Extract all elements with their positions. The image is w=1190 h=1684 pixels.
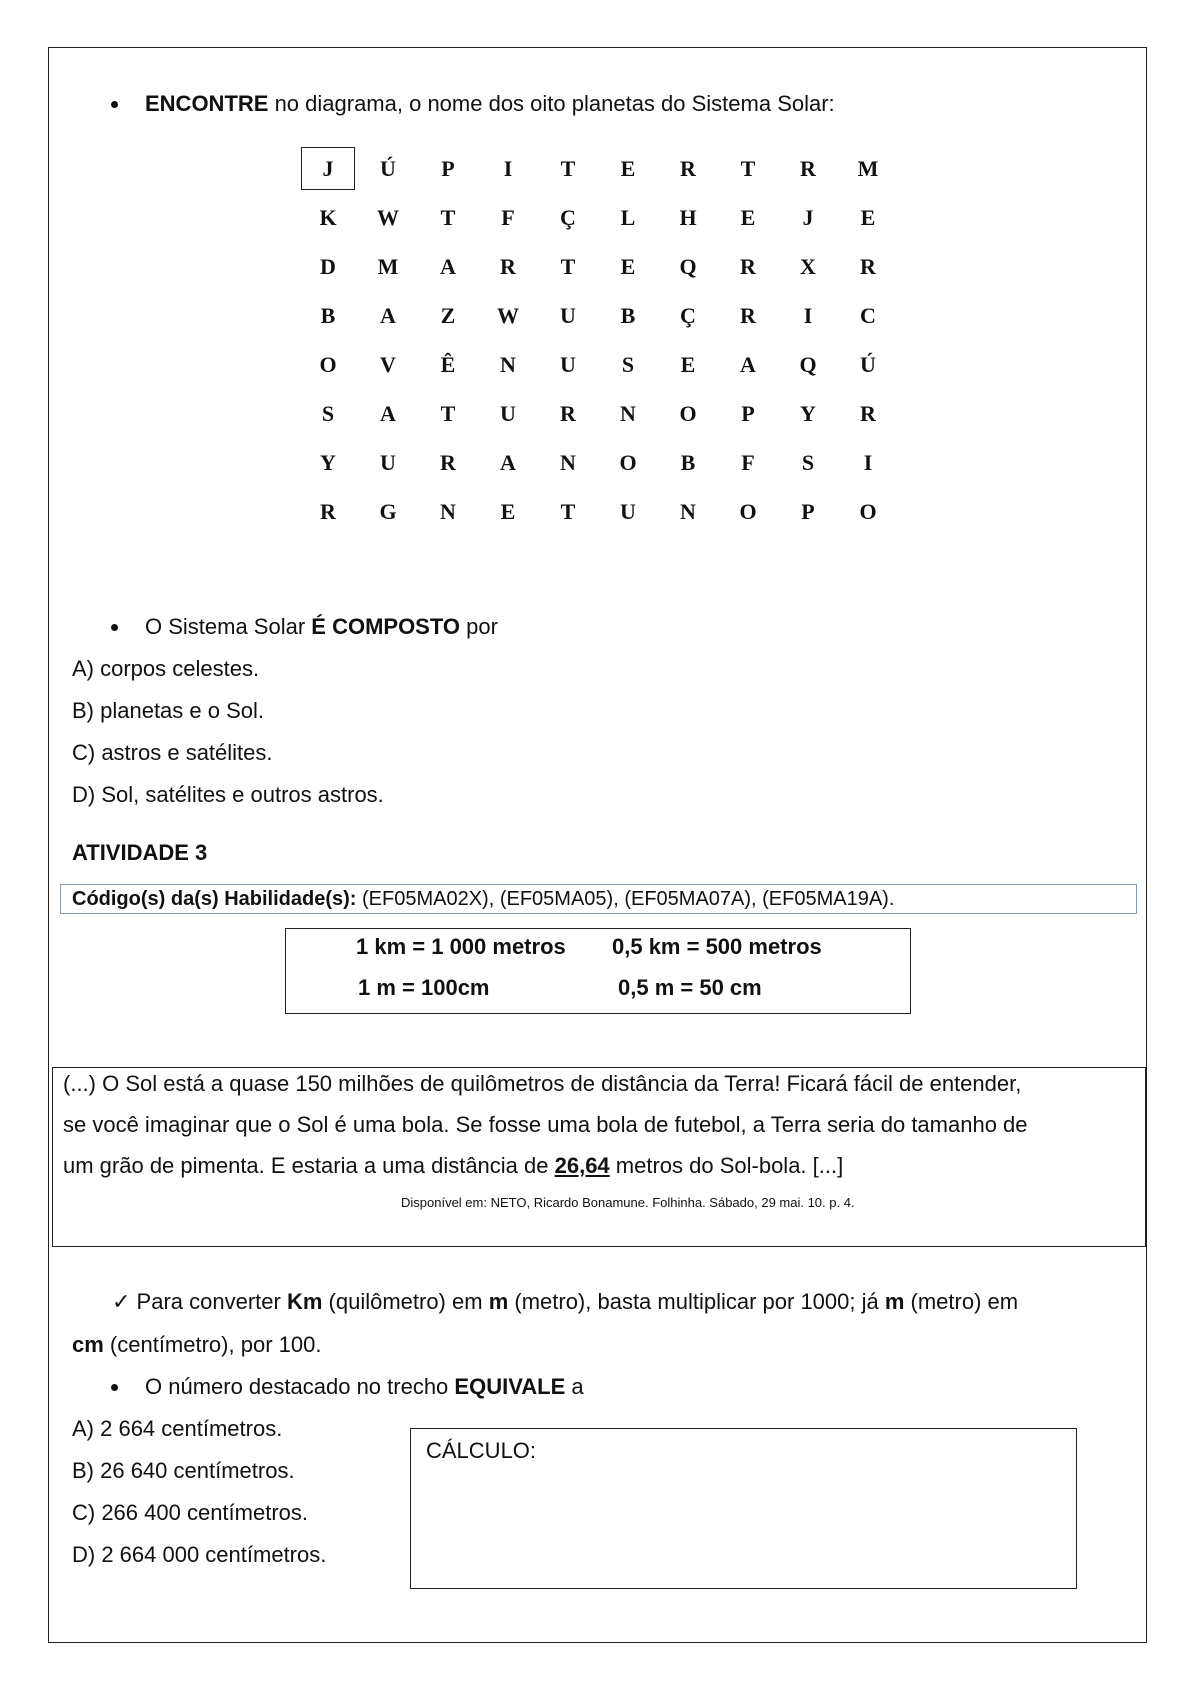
grid-letter: T [740, 156, 756, 181]
grid-letter: A [380, 303, 396, 328]
q3-prompt [145, 1374, 584, 1400]
grid-letter: M [377, 254, 399, 279]
tip-text-5: (centímetro), por 100. [103, 1332, 322, 1357]
passage-line-3-post: metros do Sol-bola. [...] [609, 1153, 844, 1178]
q2-pre: O Sistema Solar [145, 614, 312, 639]
grid-letter: Y [320, 450, 336, 475]
q2-bold: É COMPOSTO [311, 614, 461, 639]
q2-option-c: C) astros e satélites. [72, 740, 273, 765]
grid-letter: O [619, 450, 637, 475]
grid-letter: P [741, 401, 755, 426]
passage-line-1: (...) O Sol está a quase 150 milhões de quilômetros de distância da Terra! Ficará fácil de entender, [63, 1071, 1022, 1096]
grid-letter: W [377, 205, 399, 230]
q3-bold: EQUIVALE [454, 1374, 566, 1399]
grid-letter: T [560, 254, 576, 279]
grid-letter: J [298, 144, 358, 193]
calculation-label: CÁLCULO: [426, 1438, 537, 1463]
passage-line-2: se você imaginar que o Sol é uma bola. Se fosse uma bola de futebol, a Terra seria do tamanho de [63, 1112, 1028, 1137]
conversion-4: 0,5 m = 50 cm [618, 975, 762, 1000]
grid-letter: U [560, 303, 576, 328]
q3-option-b: B) 26 640 centímetros. [72, 1458, 295, 1483]
grid-letter: R [860, 254, 876, 279]
grid-letter: A [380, 401, 396, 426]
q2-option-d: D) Sol, satélites e outros astros. [72, 782, 384, 807]
grid-letter: O [319, 352, 337, 377]
grid-letter: E [680, 352, 696, 377]
grid-letter: B [620, 303, 636, 328]
grid-letter: K [319, 205, 337, 230]
word-search-grid [298, 144, 898, 536]
conversion-3: 1 m = 100cm [358, 975, 490, 1000]
grid-letter: T [560, 499, 576, 524]
grid-letter: X [800, 254, 816, 279]
q1-rest: no diagrama, o nome dos oito planetas do Sistema Solar: [268, 91, 835, 116]
grid-letter: B [680, 450, 696, 475]
grid-letter: A [500, 450, 516, 475]
tip-line-2 [72, 1332, 321, 1358]
grid-letter: I [863, 450, 873, 475]
grid-letter: J [802, 205, 814, 230]
bullet-icon [111, 1384, 118, 1391]
grid-letter: L [620, 205, 636, 230]
grid-letter: U [380, 450, 396, 475]
tip-line-1 [112, 1289, 1018, 1315]
grid-letter: Q [799, 352, 817, 377]
tip-text-1: Para converter [130, 1289, 287, 1314]
grid-letter: U [560, 352, 576, 377]
grid-letter: T [560, 156, 576, 181]
grid-letter: D [320, 254, 336, 279]
grid-letter: N [440, 499, 456, 524]
grid-letter: R [740, 254, 756, 279]
tip-text-3: (metro), basta multiplicar por 1000; já [508, 1289, 885, 1314]
grid-letter: Z [440, 303, 456, 328]
grid-letter: E [740, 205, 756, 230]
grid-letter: O [739, 499, 757, 524]
grid-letter: P [441, 156, 455, 181]
grid-letter: M [857, 156, 879, 181]
grid-letter: A [740, 352, 756, 377]
grid-letter: R [860, 401, 876, 426]
tip-text-2: (quilômetro) em [322, 1289, 489, 1314]
grid-letter: Q [679, 254, 697, 279]
grid-letter: E [620, 156, 636, 181]
grid-letter: T [440, 401, 456, 426]
q1-bold: ENCONTRE [145, 91, 269, 116]
grid-letter: N [560, 450, 576, 475]
grid-letter: I [803, 303, 813, 328]
grid-letter: S [321, 401, 335, 426]
skill-line [72, 886, 894, 912]
grid-letter: R [560, 401, 576, 426]
grid-letter: R [800, 156, 816, 181]
grid-letter: R [740, 303, 756, 328]
tip-km: Km [286, 1289, 323, 1314]
q3-post: a [565, 1374, 584, 1399]
grid-letter: B [320, 303, 336, 328]
q3-option-a: A) 2 664 centímetros. [72, 1416, 283, 1441]
grid-letter: R [320, 499, 336, 524]
grid-letter: R [500, 254, 516, 279]
bullet-icon [111, 624, 118, 631]
grid-letter: T [440, 205, 456, 230]
grid-letter: R [680, 156, 696, 181]
grid-letter: Ç [560, 205, 576, 230]
q2-post: por [460, 614, 498, 639]
q3-pre: O número destacado no trecho [145, 1374, 455, 1399]
grid-letter: P [801, 499, 815, 524]
q1-prompt [145, 91, 835, 117]
grid-letter: S [621, 352, 635, 377]
grid-letter: O [859, 499, 877, 524]
tip-m-2: m [884, 1289, 905, 1314]
passage-source: Disponível em: NETO, Ricardo Bonamune. Folhinha. Sábado, 29 mai. 10. p. 4. [401, 1195, 855, 1210]
conversion-2: 0,5 km = 500 metros [612, 934, 822, 959]
grid-letter: Ê [440, 352, 456, 377]
highlighted-number: 26,64 [554, 1153, 610, 1178]
grid-letter: V [380, 352, 396, 377]
grid-letter: U [620, 499, 636, 524]
grid-letter: Ç [680, 303, 696, 328]
q3-option-c: C) 266 400 centímetros. [72, 1500, 309, 1525]
grid-letter: C [860, 303, 876, 328]
passage-line-3-pre: um grão de pimenta. E estaria a uma distância de [63, 1153, 555, 1178]
q2-option-b: B) planetas e o Sol. [72, 698, 265, 723]
grid-letter: N [620, 401, 636, 426]
q2-option-a: A) corpos celestes. [72, 656, 260, 681]
activity-title: ATIVIDADE 3 [72, 840, 208, 865]
grid-letter: E [500, 499, 516, 524]
q2-prompt [145, 614, 498, 640]
grid-letter: A [440, 254, 456, 279]
grid-letter: O [679, 401, 697, 426]
skill-codes: (EF05MA02X), (EF05MA05), (EF05MA07A), (EF05MA19A). [356, 888, 895, 910]
grid-letter: Ú [380, 156, 396, 181]
grid-letter: I [503, 156, 513, 181]
grid-letter: U [500, 401, 516, 426]
grid-letter: W [497, 303, 519, 328]
grid-letter: E [860, 205, 876, 230]
grid-letter: F [501, 205, 515, 230]
grid-letter: F [741, 450, 755, 475]
grid-letter: H [679, 205, 697, 230]
tip-m-1: m [488, 1289, 509, 1314]
check-icon: ✓ [112, 1289, 131, 1314]
grid-letter: E [620, 254, 636, 279]
grid-letter: N [500, 352, 516, 377]
conversion-1: 1 km = 1 000 metros [356, 934, 566, 959]
grid-letter: S [801, 450, 815, 475]
grid-letter: R [440, 450, 456, 475]
passage-line-3 [63, 1153, 843, 1179]
grid-letter: N [680, 499, 696, 524]
skill-label: Código(s) da(s) Habilidade(s): [72, 888, 357, 910]
q3-option-d: D) 2 664 000 centímetros. [72, 1542, 327, 1567]
bullet-icon [111, 101, 118, 108]
tip-text-4: (metro) em [904, 1289, 1019, 1314]
grid-letter: Y [800, 401, 816, 426]
tip-cm: cm [72, 1332, 104, 1357]
grid-letter: G [379, 499, 397, 524]
grid-letter: Ú [860, 352, 876, 377]
